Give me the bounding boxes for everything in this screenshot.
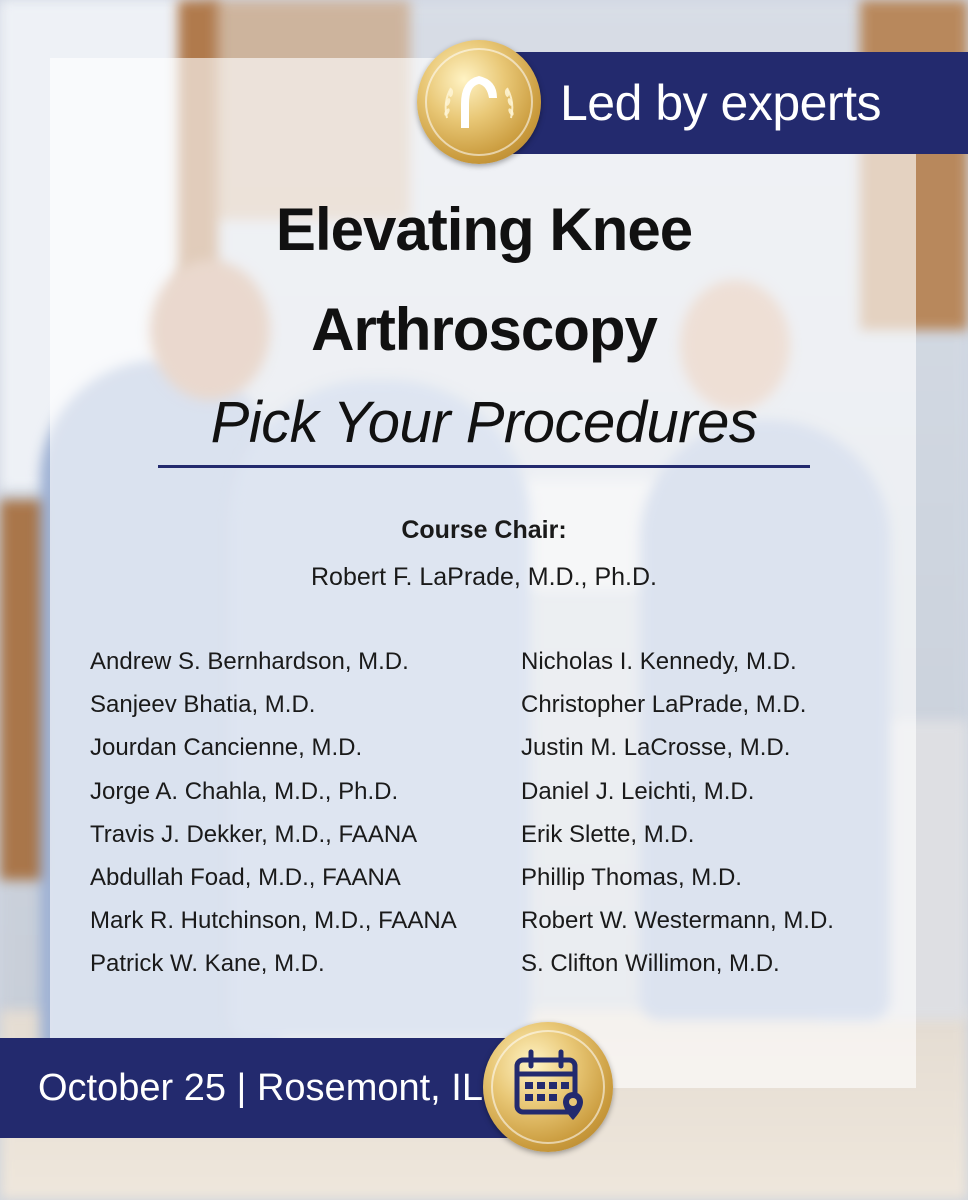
faculty-name: Erik Slette, M.D.	[521, 820, 695, 848]
faculty-list-left	[90, 640, 457, 986]
faculty-name: S. Clifton Willimon, M.D.	[521, 950, 780, 978]
faculty-name: Mark R. Hutchinson, M.D., FAANA	[90, 907, 457, 935]
course-chair-label: Course Chair:	[401, 516, 567, 544]
logo-icon	[417, 40, 541, 164]
date-location: October 25 | Rosemont, IL	[38, 1067, 483, 1109]
header-badge-text: Led by experts	[560, 75, 881, 131]
faculty-name: Robert W. Westermann, M.D.	[521, 907, 834, 935]
faculty-name: Travis J. Dekker, M.D., FAANA	[90, 820, 418, 848]
faculty-name: Christopher LaPrade, M.D.	[521, 691, 807, 719]
faculty-name: Nicholas I. Kennedy, M.D.	[521, 648, 797, 675]
calendar-location-icon	[483, 1022, 613, 1152]
faculty-name: Jorge A. Chahla, M.D., Ph.D.	[90, 777, 399, 805]
faculty-name: Abdullah Foad, M.D., FAANA	[90, 864, 401, 892]
faculty-name: Andrew S. Bernhardson, M.D.	[90, 648, 409, 675]
faculty-name: Jourdan Cancienne, M.D.	[90, 734, 363, 762]
faculty-name: Justin M. LaCrosse, M.D.	[521, 734, 791, 762]
title-line-2: Arthroscopy	[311, 296, 657, 363]
faculty-name: Sanjeev Bhatia, M.D.	[90, 691, 316, 719]
faculty-name: Phillip Thomas, M.D.	[521, 864, 742, 892]
divider	[158, 465, 810, 468]
faculty-name: Patrick W. Kane, M.D.	[90, 950, 325, 978]
title-line-1: Elevating Knee	[275, 196, 693, 263]
faculty-name: Daniel J. Leichti, M.D.	[521, 777, 755, 805]
course-chair-name: Robert F. LaPrade, M.D., Ph.D.	[311, 563, 657, 591]
subtitle: Pick Your Procedures	[210, 390, 758, 455]
faculty-list-right	[521, 640, 834, 986]
